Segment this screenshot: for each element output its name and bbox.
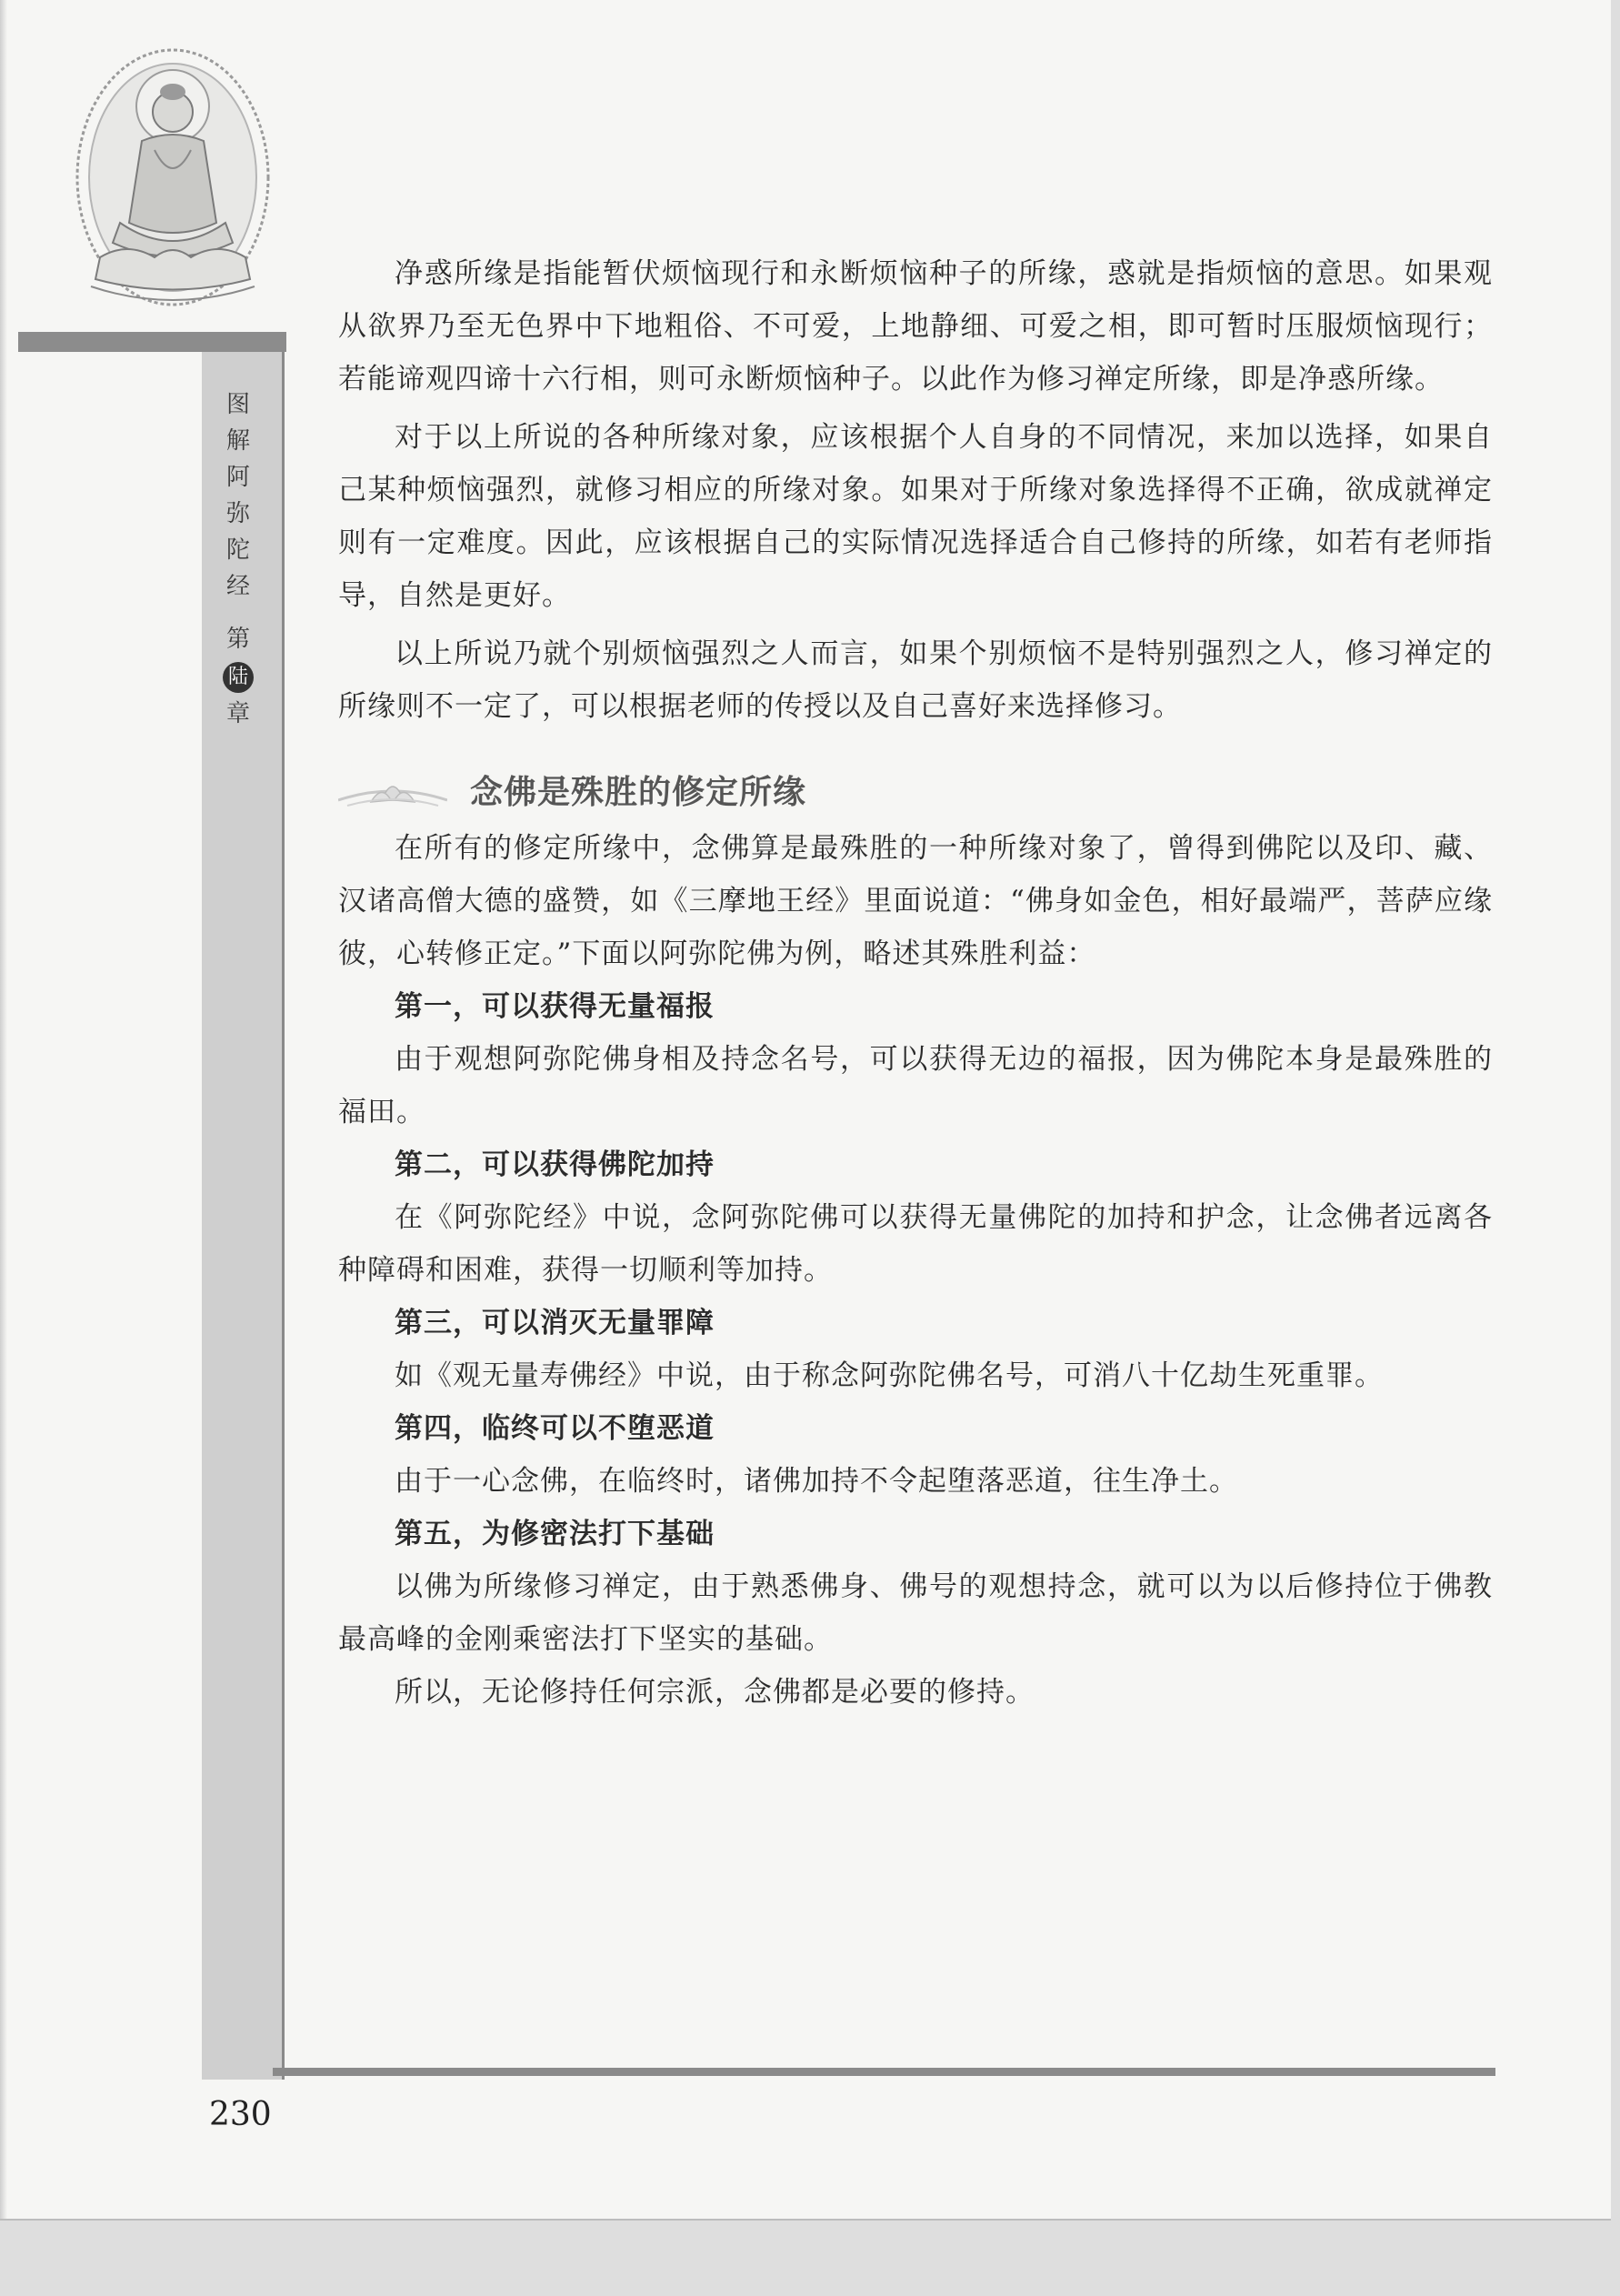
- benefit-body: 如《观无量寿佛经》中说，由于称念阿弥陀佛名号，可消八十亿劫生死重罪。: [395, 1359, 1384, 1392]
- title-char: 解: [225, 427, 250, 455]
- running-title: [211, 386, 265, 732]
- buddha-illustration: [64, 41, 282, 314]
- title-char: 阿: [225, 464, 250, 491]
- section-intro: 在所有的修定所缘中，念佛算是最殊胜的一种所缘对象了，曾得到佛陀以及印、藏、汉诸高僧大德的盛赞，如《三摩地王经》里面说道：“佛身如金色，相好最端严，菩萨应缘彼，心转修正定。”下面以阿弥陀佛为例，略述其殊胜利益：: [338, 832, 1493, 970]
- section-title: 念佛是殊胜的修定所缘: [470, 774, 807, 811]
- lotus-icon: [338, 773, 447, 813]
- section-heading: [338, 764, 1493, 822]
- benefit-title: 第三，可以消灭无量罪障: [395, 1307, 715, 1339]
- title-char: 陀: [225, 536, 250, 564]
- title-char: 图: [225, 391, 250, 418]
- page-edge-shadow: [0, 0, 7, 2219]
- benefit-body: 在《阿弥陀经》中说，念阿弥陀佛可以获得无量佛陀的加持和护念，让念佛者远离各种障碍和困难，获得一切顺利等加持。: [338, 1201, 1493, 1287]
- body-text: [338, 247, 1493, 1719]
- benefit-title: 第一，可以获得无量福报: [395, 990, 715, 1023]
- paragraph: 净惑所缘是指能暂伏烦恼现行和永断烦恼种子的所缘，惑就是指烦恼的意思。如果观从欲界乃至无色界中下地粗俗、不可爱，上地静细、可爱之相，即可暂时压服烦恼现行；若能谛观四谛十六行相，则可永断烦恼种子。以此作为修习禅定所缘，即是净惑所缘。: [338, 257, 1493, 396]
- paragraph: 以上所说乃就个别烦恼强烈之人而言，如果个别烦恼不是特别强烈之人，修习禅定的所缘则不一定了，可以根据老师的传授以及自己喜好来选择修习。: [338, 637, 1493, 723]
- benefit-title: 第四，临终可以不堕恶道: [395, 1412, 715, 1445]
- benefit-body: 由于观想阿弥陀佛身相及持念名号，可以获得无边的福报，因为佛陀本身是最殊胜的福田。: [338, 1043, 1493, 1128]
- chapter-suffix: 章: [225, 700, 250, 727]
- header-rule: [18, 332, 286, 352]
- benefit-title: 第五，为修密法打下基础: [395, 1518, 715, 1550]
- chapter-number-badge: 陆: [223, 662, 254, 693]
- paragraph: 对于以上所说的各种所缘对象，应该根据个人自身的不同情况，来加以选择，如果自己某种烦恼强烈，就修习相应的所缘对象。如果对于所缘对象选择得不正确，欲成就禅定则有一定难度。因此，应该根据自己的实际情况选择适合自己修持的所缘，如若有老师指导，自然是更好。: [338, 421, 1493, 612]
- page-number: 230: [209, 2096, 272, 2133]
- benefit-body: 以佛为所缘修习禅定，由于熟悉佛身、佛号的观想持念，就可以为以后修持位于佛教最高峰的金刚乘密法打下坚实的基础。: [338, 1570, 1493, 1656]
- conclusion: 所以，无论修持任何宗派，念佛都是必要的修持。: [395, 1676, 1035, 1709]
- benefit-title: 第二，可以获得佛陀加持: [395, 1148, 715, 1181]
- title-char: 经: [225, 573, 250, 600]
- chapter-prefix: 第: [225, 626, 250, 653]
- footer-rule: [273, 2068, 1495, 2076]
- benefit-body: 由于一心念佛，在临终时，诸佛加持不令起堕落恶道，往生净土。: [395, 1465, 1238, 1498]
- title-char: 弥: [225, 500, 250, 527]
